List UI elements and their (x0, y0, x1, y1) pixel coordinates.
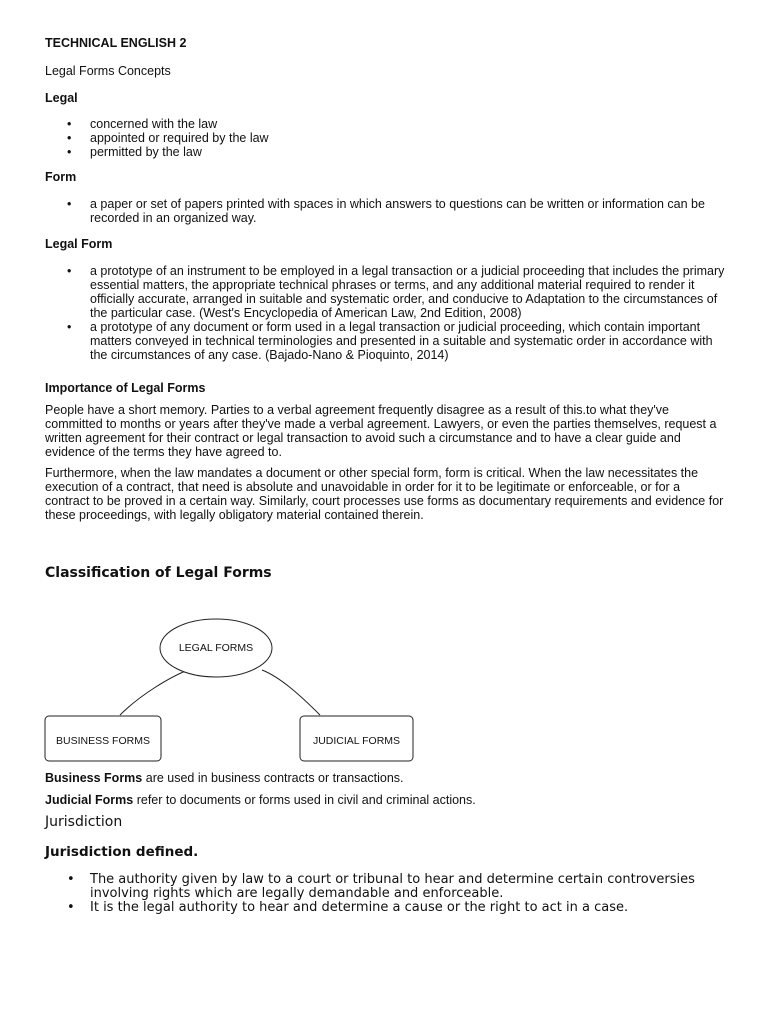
importance-paragraph-1: People have a short memory. Parties to a verbal agreement frequently disagree as a result of this.to what they've committed to months or years after they've made a verbal agreement. Lawyers, or even the parties themselves, request a written agreement for their contract or legal transaction to avoid such a circumstance and to have a clear guide and evidence of the terms they have agreed to. (45, 403, 717, 459)
list-item: • a paper or set of papers printed with spaces in which answers to questions can be written or information can be recorded in an organized way. (67, 197, 705, 225)
bullet-icon: • (67, 872, 75, 887)
classification-heading: Classification of Legal Forms (45, 565, 272, 581)
connector-left (120, 670, 188, 715)
business-forms-label: BUSINESS FORMS (56, 735, 150, 747)
importance-heading: Importance of Legal Forms (45, 381, 206, 395)
bullet-icon: • (67, 117, 72, 131)
importance-paragraph-2: Furthermore, when the law mandates a document or other special form, form is critical. When the law necessitates the execution of a contract, that need is absolute and unavoidable in order for it to be legitimate or enforceable, or for a contract to be proved in a certain way. Similarly, court processes use forms as documentary requirements and evidence for these proceedings, with legally obligatory material contained therein. (45, 466, 724, 522)
legal-form-heading: Legal Form (45, 237, 113, 251)
jurisdiction-heading: Jurisdiction (45, 814, 123, 830)
business-forms-definition: Business Forms are used in business contracts or transactions. (45, 771, 404, 785)
list-item: • The authority given by law to a court or tribunal to hear and determine certain controversies involving rights which are legally demandable and enforceable. (67, 872, 695, 901)
connector-right (262, 670, 320, 715)
diagram-canvas (40, 615, 430, 775)
bullet-icon: • (67, 320, 72, 334)
jurisdiction-subheading: Jurisdiction defined. (45, 844, 199, 860)
bullet-icon: • (67, 145, 72, 159)
legal-forms-label: LEGAL FORMS (178, 642, 254, 654)
judicial-forms-label: JUDICIAL FORMS (312, 735, 401, 747)
classification-diagram (40, 615, 430, 775)
legal-heading: Legal (45, 91, 78, 105)
document-subtitle: Legal Forms Concepts (45, 64, 171, 78)
bullet-icon: • (67, 900, 75, 915)
legal-definition-list (45, 117, 728, 159)
bullet-icon: • (67, 264, 72, 278)
list-item: • a prototype of an instrument to be employed in a legal transaction or a judicial proceeding that includes the primary essential matters, the appropriate technical phrases or terms, and any additional material required to render it officially accurate, arranged in suitable and systematic order, and conducive to Adaptation to the circumstances of the particular case. (West's Encyclopedia of American Law, 2nd Edition, 2008) (67, 264, 725, 320)
document-title: TECHNICAL ENGLISH 2 (45, 36, 187, 50)
bullet-icon: • (67, 197, 72, 211)
list-item: • It is the legal authority to hear and determine a cause or the right to act in a case. (67, 900, 629, 915)
list-item: • appointed or required by the law (67, 131, 269, 145)
list-item: • concerned with the law (67, 117, 218, 131)
bullet-icon: • (67, 131, 72, 145)
legal-form-definition-list (45, 264, 728, 362)
form-heading: Form (45, 170, 77, 184)
list-item: • a prototype of any document or form used in a legal transaction or judicial proceeding, which contain important matters conveyed in technical terminologies and presented in a suitable and systematic order in accordance with the circumstances of any case. (Bajado-Nano & Pioquinto, 2014) (67, 320, 713, 362)
list-item: • permitted by the law (67, 145, 202, 159)
form-definition-list (45, 197, 728, 225)
judicial-forms-definition: Judicial Forms refer to documents or forms used in civil and criminal actions. (45, 793, 476, 807)
jurisdiction-definition-list (45, 873, 728, 915)
